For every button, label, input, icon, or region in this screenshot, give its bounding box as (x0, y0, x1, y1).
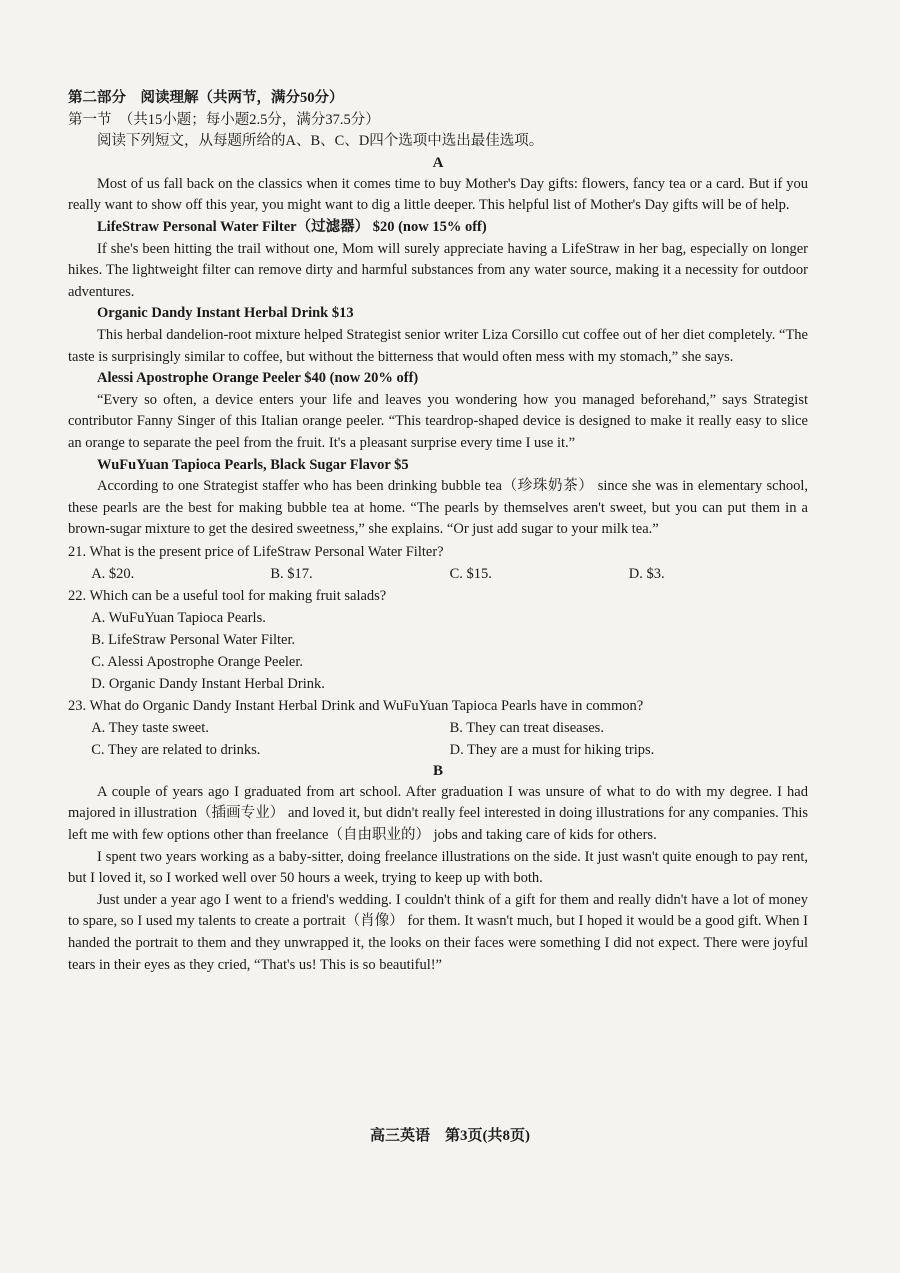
passage-a-intro: Most of us fall back on the classics when it comes time to buy Mother's Day gifts: flowers, fancy tea or a card. But if you really want to show off this year, you might want to dig a little deeper. This helpful list of Mother's Day gifts will be of help. (68, 175, 808, 214)
passage-a-label: A (432, 154, 444, 171)
question-21-options (68, 563, 808, 585)
question-23-options-row-1 (68, 717, 808, 739)
item-text-herbal-drink: This herbal dandelion-root mixture helped Strategist senior writer Liza Corsillo cut coffee out of her diet completely. “The taste is surprisingly similar to coffee, but without the bitterness that would often mess with my stomach,” she says. (68, 326, 808, 365)
page-footer: 高三英语 第3页(共8页) (370, 1128, 530, 1144)
question-22-option-d: D. Organic Dandy Instant Herbal Drink. (91, 675, 325, 692)
section-heading: 第一节 （共15小题；每小题2.5分，满分37.5分） (68, 111, 380, 128)
question-23-options-row-2 (68, 739, 808, 761)
item-title-herbal-drink: Organic Dandy Instant Herbal Drink $13 (97, 305, 354, 322)
question-23-stem: 23. What do Organic Dandy Instant Herbal Drink and WuFuYuan Tapioca Pearls have in common? (68, 697, 644, 714)
part-heading: 第二部分 阅读理解（共两节，满分50分） (68, 90, 344, 106)
item-title-orange-peeler: Alessi Apostrophe Orange Peeler $40 (now 20% off) (97, 370, 419, 387)
question-23-option-c: C. They are related to drinks. (91, 741, 261, 758)
question-22-option-b: B. LifeStraw Personal Water Filter. (91, 631, 296, 648)
passage-b-label: B (432, 762, 443, 779)
passage-b-paragraph-1: A couple of years ago I graduated from art school. After graduation I was unsure of what to do with my degree. I had majored in illustration（插画专业） and loved it, but didn't really feel interested in doing illustrations for any companies. This left me with few options other than freelance（自由职业的） jobs and taking care of kids for others. (68, 783, 808, 844)
question-21-stem: 21. What is the present price of LifeStraw Personal Water Filter? (68, 543, 444, 560)
passage-b-paragraph-3: Just under a year ago I went to a friend's wedding. I couldn't think of a gift for them and really didn't have a lot of money to spare, so I used my talents to create a portrait（肖像） for them. It wasn't much, but I hoped it would be a good gift. When I handed the portrait to them and they unwrapped it, the looks on their faces were something I did not expect. There were joyful tears in their eyes as they cried, “That's us! This is so beautiful!” (68, 891, 808, 973)
item-title-water-filter: LifeStraw Personal Water Filter（过滤器） $20 (now 15% off) (97, 218, 487, 235)
question-22-stem: 22. Which can be a useful tool for making fruit salads? (68, 587, 387, 604)
question-23-option-d: D. They are a must for hiking trips. (449, 741, 655, 758)
question-21-option-a: A. $20. (91, 565, 135, 582)
question-22-option-a: A. WuFuYuan Tapioca Pearls. (91, 609, 266, 626)
question-21-option-d: D. $3. (628, 565, 665, 582)
question-23-option-b: B. They can treat diseases. (449, 719, 604, 736)
instruction-text: 阅读下列短文，从每题所给的A、B、C、D四个选项中选出最佳选项。 (97, 133, 544, 150)
item-text-tapioca-pearls: According to one Strategist staffer who has been drinking bubble tea（珍珠奶茶） since she was in elementary school, these pearls are the best for making bubble tea at home. “The pearls by themselves aren't sweet, but you can put them in a brown-sugar mixture to get the desired sweetness,” she explains. “Or just add sugar to your milk tea.” (68, 478, 808, 538)
question-22-option-c: C. Alessi Apostrophe Orange Peeler. (91, 653, 304, 670)
item-title-tapioca-pearls: WuFuYuan Tapioca Pearls, Black Sugar Flavor $5 (97, 456, 409, 473)
item-text-orange-peeler: “Every so often, a device enters your life and leaves you wondering how you managed beforehand,” says Strategist contributor Fanny Singer of this Italian orange peeler. “This teardrop-shaped device is designed to make it really easy to slice an orange to separate the peel from the fruit. It's a pleasant surprise every time I use it.” (68, 391, 808, 451)
question-21-option-c: C. $15. (449, 565, 492, 582)
passage-b-paragraph-2: I spent two years working as a baby-sitter, doing freelance illustrations on the side. It just wasn't quite enough to pay rent, but I loved it, so I worked well over 50 hours a week, trying to keep up with both. (68, 848, 808, 887)
question-21-option-b: B. $17. (270, 565, 313, 582)
item-text-water-filter: If she's been hitting the trail without one, Mom will surely appreciate having a LifeStraw in her bag, especially on longer hikes. The lightweight filter can remove dirty and harmful substances from any water source, making it a necessity for outdoor adventures. (68, 240, 808, 300)
question-23-option-a: A. They taste sweet. (91, 719, 209, 736)
